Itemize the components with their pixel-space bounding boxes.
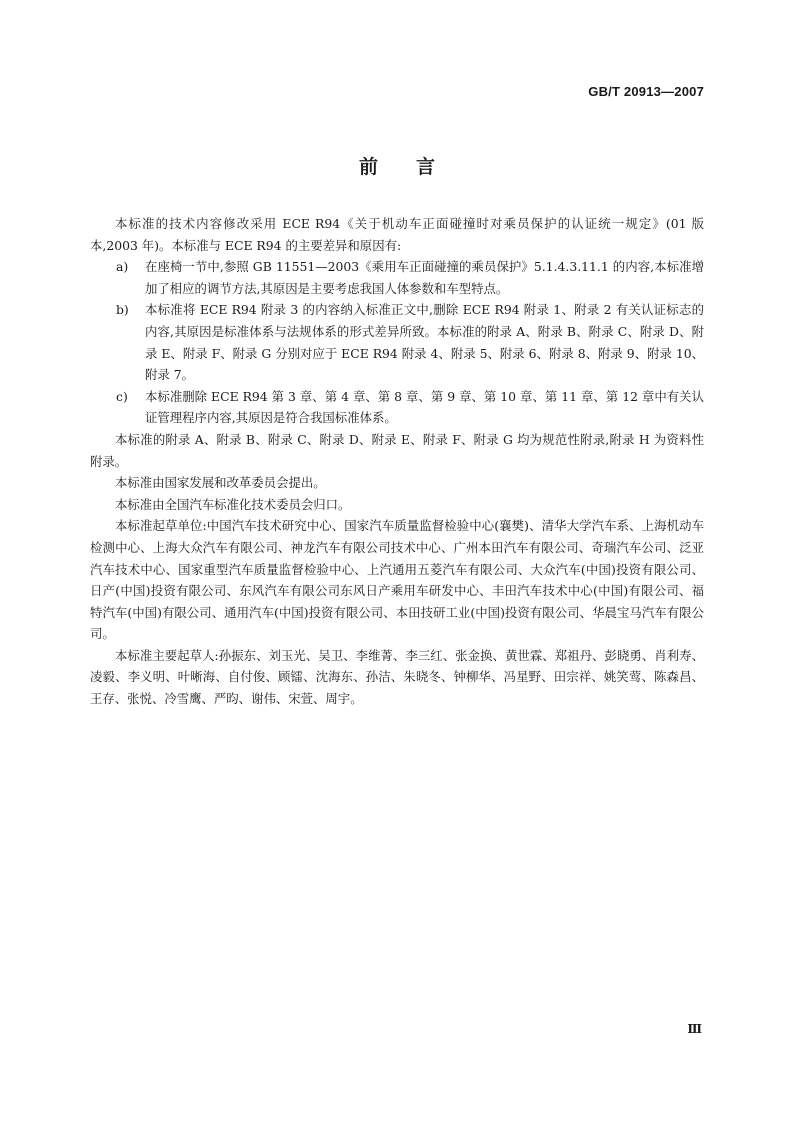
standard-code: GB/T 20913—2007 — [588, 84, 704, 99]
drafters-paragraph: 本标准主要起草人:孙振东、刘玉光、吴卫、李维菁、李三红、张金换、黄世霖、郑祖丹、彭晓勇、肖利寿、凌毅、李义明、叶晰海、自付俊、顾镭、沈海东、孙洁、朱晓冬、钟柳华、冯星野、田宗祥、姚笑莺、陈森昌、王存、张悦、冷雪鹰、严昀、谢伟、宋萱、周宇。 — [90, 647, 704, 707]
annex-paragraph: 本标准的附录 A、附录 B、附录 C、附录 D、附录 E、附录 F、附录 G 均为规范性附录,附录 H 为资料性附录。 — [90, 431, 704, 469]
title-char-2: 言 — [416, 156, 436, 178]
title-char-1: 前 — [358, 156, 378, 178]
page-title — [0, 152, 794, 179]
drafting-units-paragraph: 本标准起草单位:中国汽车技术研究中心、国家汽车质量监督检验中心(襄樊)、清华大学汽车系、上海机动车检测中心、上海大众汽车有限公司、神龙汽车有限公司技术中心、广州本田汽车有限公司、奇瑞汽车公司、泛亚汽车技术中心、国家重型汽车质量监督检验中心、上汽通用五菱汽车有限公司、大众汽车(中国)投资有限公司、日产(中国)投资有限公司、东风汽车有限公司东风日产乘用车研发中心、丰田汽车技术中心(中国)有限公司、福特汽车(中国)有限公司、通用汽车(中国)投资有限公司、本田技研工业(中国)投资有限公司、华晨宝马汽车有限公司。 — [90, 518, 704, 642]
page-number: Ⅲ — [687, 1022, 702, 1036]
item-marker: a) — [116, 259, 129, 275]
item-text: 本标准删除 ECE R94 第 3 章、第 4 章、第 8 章、第 9 章、第 10 章、第 11 章、第 12 章中有关认证管理程序内容,其原因是符合我国标准体系。 — [145, 388, 704, 426]
centralized-by-paragraph: 本标准由全国汽车标准化技术委员会归口。 — [115, 496, 351, 512]
difference-item-a — [90, 256, 704, 299]
difference-item-b — [90, 299, 704, 385]
item-text: 在座椅一节中,参照 GB 11551—2003《乘用车正面碰撞的乘员保护》5.1.4.3.11.1 的内容,本标准增加了相应的调节方法,其原因是主要考虑我国人体参数和车型特点。 — [145, 259, 704, 296]
item-text: 本标准将 ECE R94 附录 3 的内容纳入标准正文中,删除 ECE R94 附录 1、附录 2 有关认证标志的内容,其原因是标准体系与法规体系的形式差异所致。本标准的附录 A、附录 B、附录 C、附录 D、附录 E、附录 F、附录 G 分别对应于 ECE R94 附录 4、附录 5、附录 6、附录 8、附录 9、附录 10、附录 7。 — [145, 302, 704, 383]
difference-item-c — [90, 386, 704, 429]
proposed-by-paragraph: 本标准由国家发展和改革委员会提出。 — [115, 475, 326, 491]
item-marker: c) — [116, 388, 128, 404]
foreword-body — [90, 213, 704, 710]
intro-paragraph: 本标准的技术内容修改采用 ECE R94《关于机动车正面碰撞时对乘员保护的认证统一规定》(01 版本,2003 年)。本标准与 ECE R94 的主要差异和原因有: — [90, 216, 704, 253]
item-marker: b) — [116, 302, 129, 318]
